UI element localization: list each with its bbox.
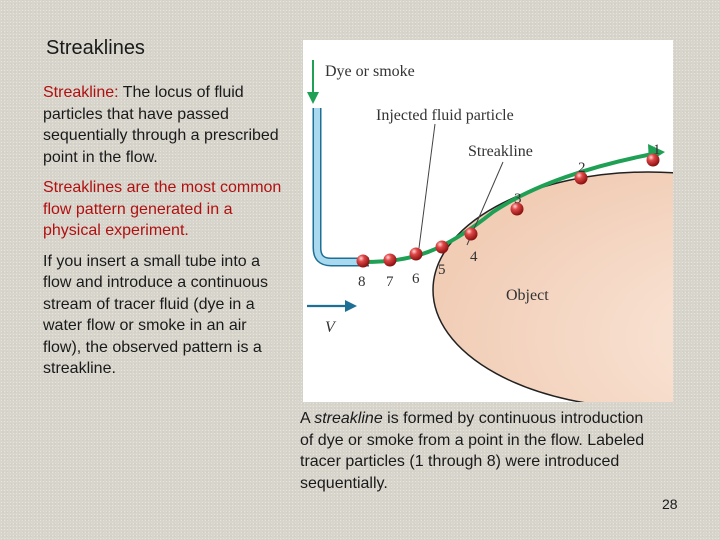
particle-label-7: 7 <box>386 274 394 290</box>
particle-8 <box>357 255 370 268</box>
particle-label-6: 6 <box>412 271 420 287</box>
velocity-arrow <box>307 300 357 312</box>
label-velocity: V <box>325 319 335 336</box>
label-injected-particle: Injected fluid particle <box>376 107 514 124</box>
dye-arrow <box>307 60 319 104</box>
paragraph-tube-experiment: If you insert a small tube into a flow and introduce a continuous stream of tracer fluid (dye in a water flow or smoke in an air flow), the observed pattern is a streakline. <box>43 252 269 377</box>
label-object: Object <box>506 287 549 304</box>
particle-7 <box>384 254 397 267</box>
text-column <box>43 82 283 389</box>
label-streakline: Streakline <box>468 143 533 160</box>
particle-label-4: 4 <box>470 249 478 265</box>
particle-4 <box>465 228 478 241</box>
particle-label-1: 1 <box>653 142 661 158</box>
dye-tube <box>317 108 369 262</box>
caption-prefix: A <box>300 410 315 427</box>
caption-term: streakline <box>314 410 383 427</box>
streakline-figure <box>303 40 673 402</box>
particle-label-5: 5 <box>438 262 446 278</box>
page-number: 28 <box>662 496 678 512</box>
caption-rest: is formed by continuous introduction of dye or smoke from a point in the flow. Labeled tracer particles (1 through 8) were introduced sequentially. <box>300 410 645 492</box>
particle-label-2: 2 <box>578 160 586 176</box>
slide-title: Streaklines <box>46 37 145 59</box>
streakline-diagram <box>303 40 673 402</box>
particle-label-3: 3 <box>514 191 522 207</box>
definition-paragraph <box>43 82 283 168</box>
particle-6 <box>410 248 423 261</box>
particle-5 <box>436 241 449 254</box>
definition-term: Streakline: <box>43 84 119 101</box>
paragraph-common-pattern: Streaklines are the most common flow pattern generated in a physical experiment. <box>43 179 282 239</box>
particle-label-8: 8 <box>358 274 366 290</box>
object-shape <box>433 172 673 402</box>
label-dye-or-smoke: Dye or smoke <box>325 63 415 80</box>
definition-text: The locus of fluid particles that have passed sequentially through a prescribed point in the flow. <box>43 84 279 166</box>
figure-caption <box>300 408 660 494</box>
